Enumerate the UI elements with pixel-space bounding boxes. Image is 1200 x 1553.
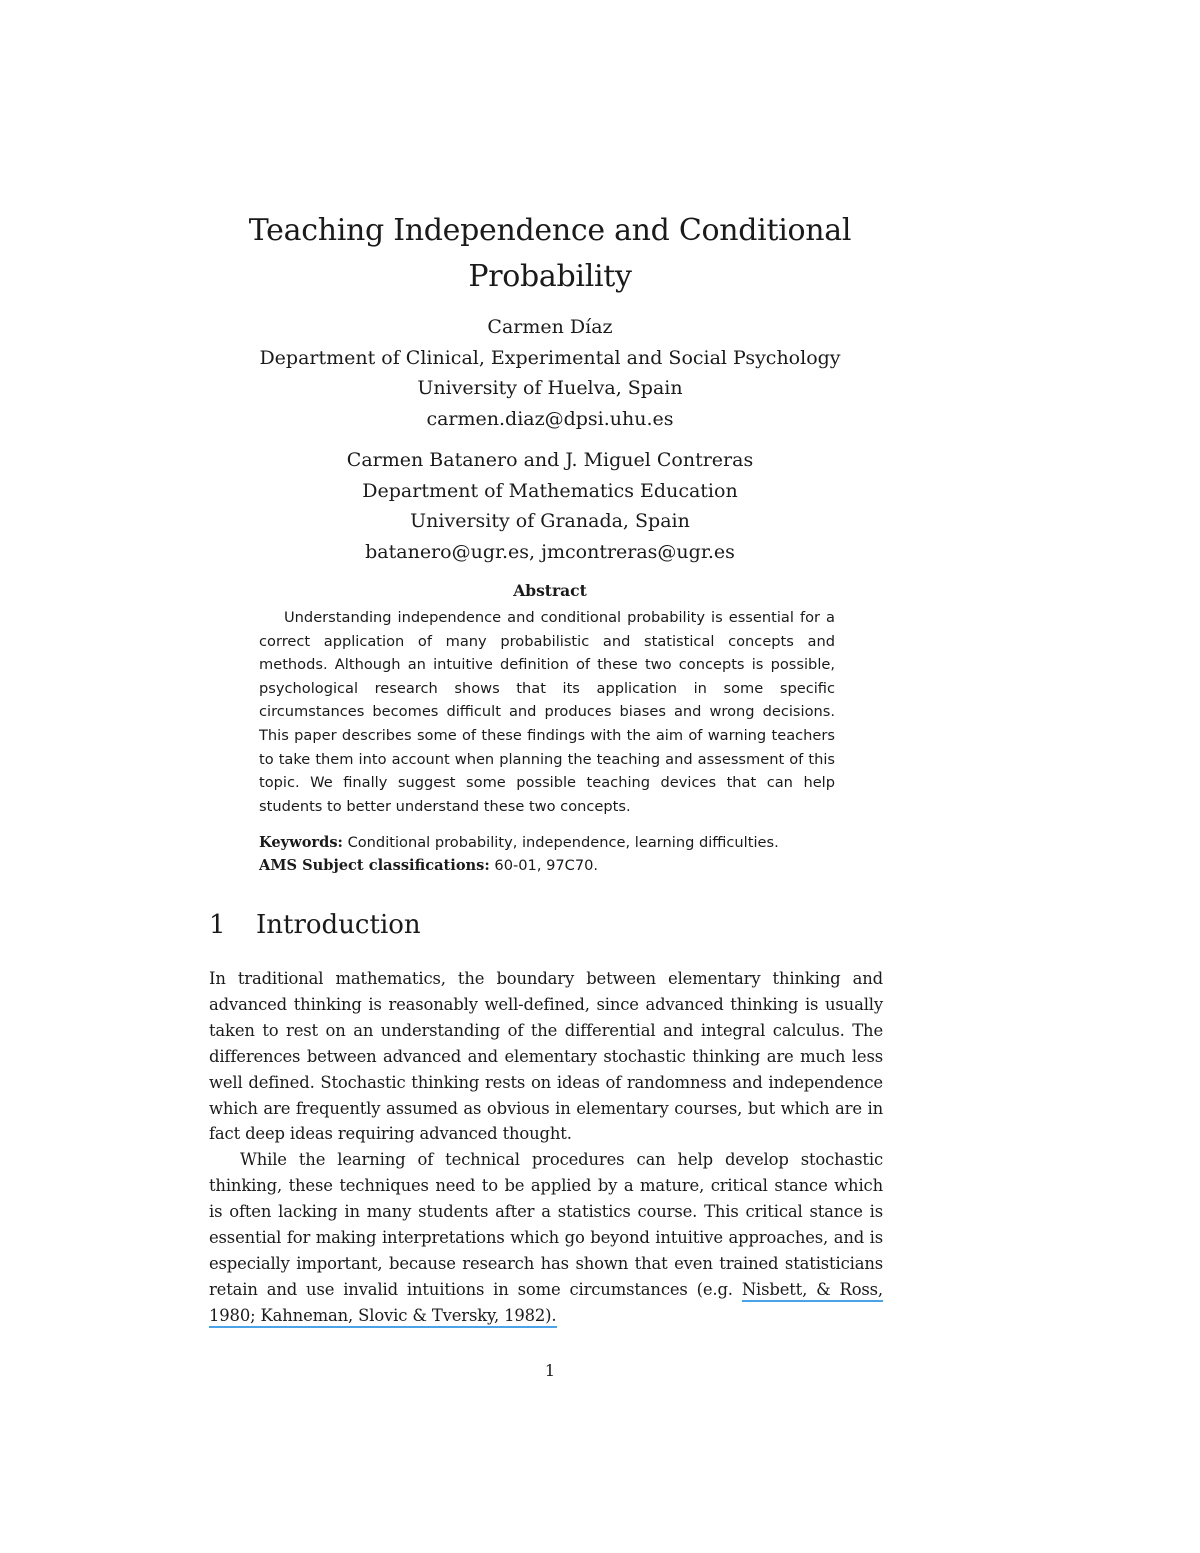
ams-value: 60-01, 97C70. — [494, 857, 599, 874]
author-names: Carmen Batanero and J. Miguel Contreras — [346, 449, 754, 471]
page-number: 1 — [544, 1361, 556, 1380]
abstract-heading: Abstract — [513, 581, 587, 600]
section-heading-introduction — [209, 910, 421, 940]
section-number: 1 — [209, 910, 226, 940]
author-emails: batanero@ugr.es, jmcontreras@ugr.es — [365, 540, 735, 563]
citation-link[interactable]: Nisbett, & Ross, 1980; Kahneman, Slovic & Tversky, 1982). — [209, 1280, 883, 1328]
ams-label: AMS Subject classifications: — [259, 857, 490, 874]
introduction-body — [209, 966, 883, 1329]
author-block-1 — [200, 312, 900, 434]
title-line-2: Probability — [468, 259, 632, 294]
author-email: carmen.diaz@dpsi.uhu.es — [426, 407, 674, 430]
abstract-body — [259, 606, 835, 818]
keywords-line — [259, 831, 859, 854]
author-name: Carmen Díaz — [487, 316, 613, 338]
title-line-1: Teaching Independence and Conditional — [248, 213, 852, 248]
paper-title — [200, 208, 900, 300]
author-block-2 — [200, 445, 900, 567]
keywords-value: Conditional probability, independence, learning difficulties. — [347, 834, 779, 851]
abstract-text: Understanding independence and conditional probability is essential for a correct application of many probabilistic and statistical concepts and methods. Although an intuitive definition of these two concepts is possible, psychological research shows that its application in some specific circumstances becomes difficult and produces biases and wrong decisions. This paper describes some of these findings with the aim of warning teachers to take them into account when planning the teaching and assessment of this topic. We finally suggest some possible teaching devices that can help students to better understand these two concepts. — [259, 609, 835, 815]
author-university: University of Huelva, Spain — [417, 377, 683, 399]
keywords-label: Keywords: — [259, 834, 343, 851]
author-department: Department of Clinical, Experimental and Social Psychology — [259, 346, 841, 369]
paragraph-1: In traditional mathematics, the boundary between elementary thinking and advanced thinking is reasonably well-defined, since advanced thinking is usually taken to rest on an understanding of the differential and integral calculus. The differences between advanced and elementary stochastic thinking are much less well defined. Stochastic thinking rests on ideas of randomness and independence which are frequently assumed as obvious in elementary courses, but which are in fact deep ideas requiring advanced thought. — [209, 969, 883, 1144]
author-department: Department of Mathematics Education — [362, 479, 738, 502]
section-title: Introduction — [256, 910, 421, 940]
keywords-block — [259, 831, 859, 877]
paragraph-2 — [209, 1147, 883, 1328]
author-university: University of Granada, Spain — [410, 510, 690, 532]
ams-line — [259, 854, 859, 877]
paragraph-2-text: While the learning of technical procedures can help develop stochastic thinking, these techniques need to be applied by a mature, critical stance which is often lacking in many students after a statistics course. This critical stance is essential for making interpretations which go beyond intuitive approaches, and is especially important, because research has shown that even trained statisticians retain and use invalid intuitions in some circumstances (e.g. — [209, 1150, 883, 1299]
